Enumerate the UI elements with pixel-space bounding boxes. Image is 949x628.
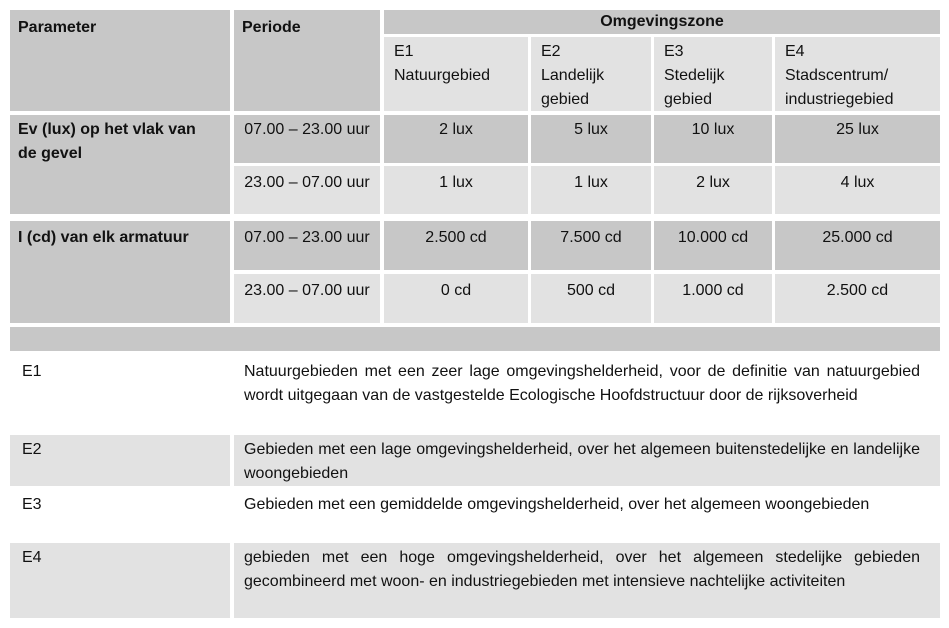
value-cell bbox=[654, 115, 772, 163]
value-text: 5 lux bbox=[574, 121, 608, 138]
value-text: 4 lux bbox=[840, 174, 875, 191]
period-label: 23.00 – 07.00 uur bbox=[244, 174, 370, 191]
value-cell bbox=[775, 274, 940, 323]
zone-code: E2 bbox=[541, 43, 561, 60]
row-parameter-label: I (cd) van elk armatuur bbox=[18, 229, 189, 246]
value-cell bbox=[384, 221, 528, 270]
value-cell bbox=[531, 274, 651, 323]
value-text: 2 lux bbox=[439, 121, 473, 138]
separator-bar bbox=[10, 327, 940, 351]
value-cell bbox=[775, 166, 940, 214]
header-zone-e3 bbox=[654, 37, 772, 111]
period-day-i bbox=[234, 221, 380, 270]
value-text: 25 lux bbox=[836, 121, 879, 138]
value-text: 25.000 cd bbox=[822, 229, 893, 246]
row-parameter-i bbox=[10, 221, 230, 323]
value-cell bbox=[775, 115, 940, 163]
value-text: 10 lux bbox=[691, 121, 735, 138]
definition-code-text: E2 bbox=[22, 441, 42, 458]
row-parameter-ev bbox=[10, 115, 230, 214]
value-text: 2.500 cd bbox=[425, 229, 487, 246]
header-periode bbox=[234, 10, 380, 111]
header-omgevingszone-label: Omgevingszone bbox=[600, 13, 724, 30]
period-label: 07.00 – 23.00 uur bbox=[244, 229, 370, 246]
definition-code-text: E1 bbox=[22, 363, 42, 380]
value-text: 1.000 cd bbox=[682, 282, 744, 299]
definition-description: Gebieden met een lage omgevingshelderheid, over het algemeen buitenstedelijke en landelijke woongebieden bbox=[244, 441, 920, 482]
definition-text bbox=[234, 355, 940, 431]
zone-code: E4 bbox=[785, 43, 805, 60]
definition-description: Natuurgebieden met een zeer lage omgevingshelderheid, voor de definitie van natuurgebied wordt uitgegaan van de vastgestelde Ecologische Hoofdstructuur door de rijksoverheid bbox=[244, 363, 920, 404]
value-cell bbox=[654, 274, 772, 323]
zone-name: Stadscentrum/ industriegebied bbox=[785, 67, 894, 108]
header-parameter-label: Parameter bbox=[18, 19, 97, 36]
period-night-ev bbox=[234, 166, 380, 214]
value-text: 2.500 cd bbox=[826, 282, 889, 299]
definition-code bbox=[10, 435, 230, 486]
definition-code bbox=[10, 490, 230, 540]
value-cell bbox=[384, 166, 528, 214]
period-night-i bbox=[234, 274, 380, 323]
value-text: 1 lux bbox=[574, 174, 608, 191]
zone-name: Stedelijk gebied bbox=[664, 67, 725, 108]
definition-text bbox=[234, 543, 940, 618]
value-cell bbox=[531, 166, 651, 214]
zone-name: Natuurgebied bbox=[394, 67, 491, 84]
header-zone-e4 bbox=[775, 37, 940, 111]
value-cell bbox=[531, 221, 651, 270]
definition-description: Gebieden met een gemiddelde omgevingshelderheid, over het algemeen woongebieden bbox=[244, 496, 870, 513]
definition-code-text: E4 bbox=[22, 549, 42, 566]
value-text: 7.500 cd bbox=[560, 229, 622, 246]
definition-code bbox=[10, 355, 230, 431]
definition-description: gebieden met een hoge omgevingshelderheid, over het algemeen stedelijke gebieden gecombineerd met woon- en industriegebieden met intensieve nachtelijke activiteiten bbox=[244, 549, 920, 590]
value-cell bbox=[654, 166, 772, 214]
row-parameter-label: Ev (lux) op het vlak van de gevel bbox=[18, 121, 196, 162]
value-cell bbox=[384, 115, 528, 163]
period-label: 23.00 – 07.00 uur bbox=[244, 282, 370, 299]
value-cell bbox=[384, 274, 528, 323]
value-text: 0 cd bbox=[440, 282, 472, 299]
definition-text bbox=[234, 490, 940, 540]
value-cell bbox=[775, 221, 940, 270]
period-label: 07.00 – 23.00 uur bbox=[244, 121, 370, 138]
value-text: 500 cd bbox=[566, 282, 616, 299]
value-cell bbox=[654, 221, 772, 270]
header-parameter bbox=[10, 10, 230, 111]
header-periode-label: Periode bbox=[242, 19, 301, 36]
definition-text bbox=[234, 435, 940, 486]
definition-code-text: E3 bbox=[22, 496, 42, 513]
zone-code: E1 bbox=[394, 43, 414, 60]
value-cell bbox=[531, 115, 651, 163]
value-text: 1 lux bbox=[439, 174, 473, 191]
zone-code: E3 bbox=[664, 43, 684, 60]
header-omgevingszone bbox=[384, 10, 940, 34]
period-day-ev bbox=[234, 115, 380, 163]
value-text: 2 lux bbox=[696, 174, 730, 191]
header-zone-e1 bbox=[384, 37, 528, 111]
header-zone-e2 bbox=[531, 37, 651, 111]
value-text: 10.000 cd bbox=[677, 229, 749, 246]
definition-code bbox=[10, 543, 230, 618]
zone-name: Landelijk gebied bbox=[541, 67, 605, 108]
